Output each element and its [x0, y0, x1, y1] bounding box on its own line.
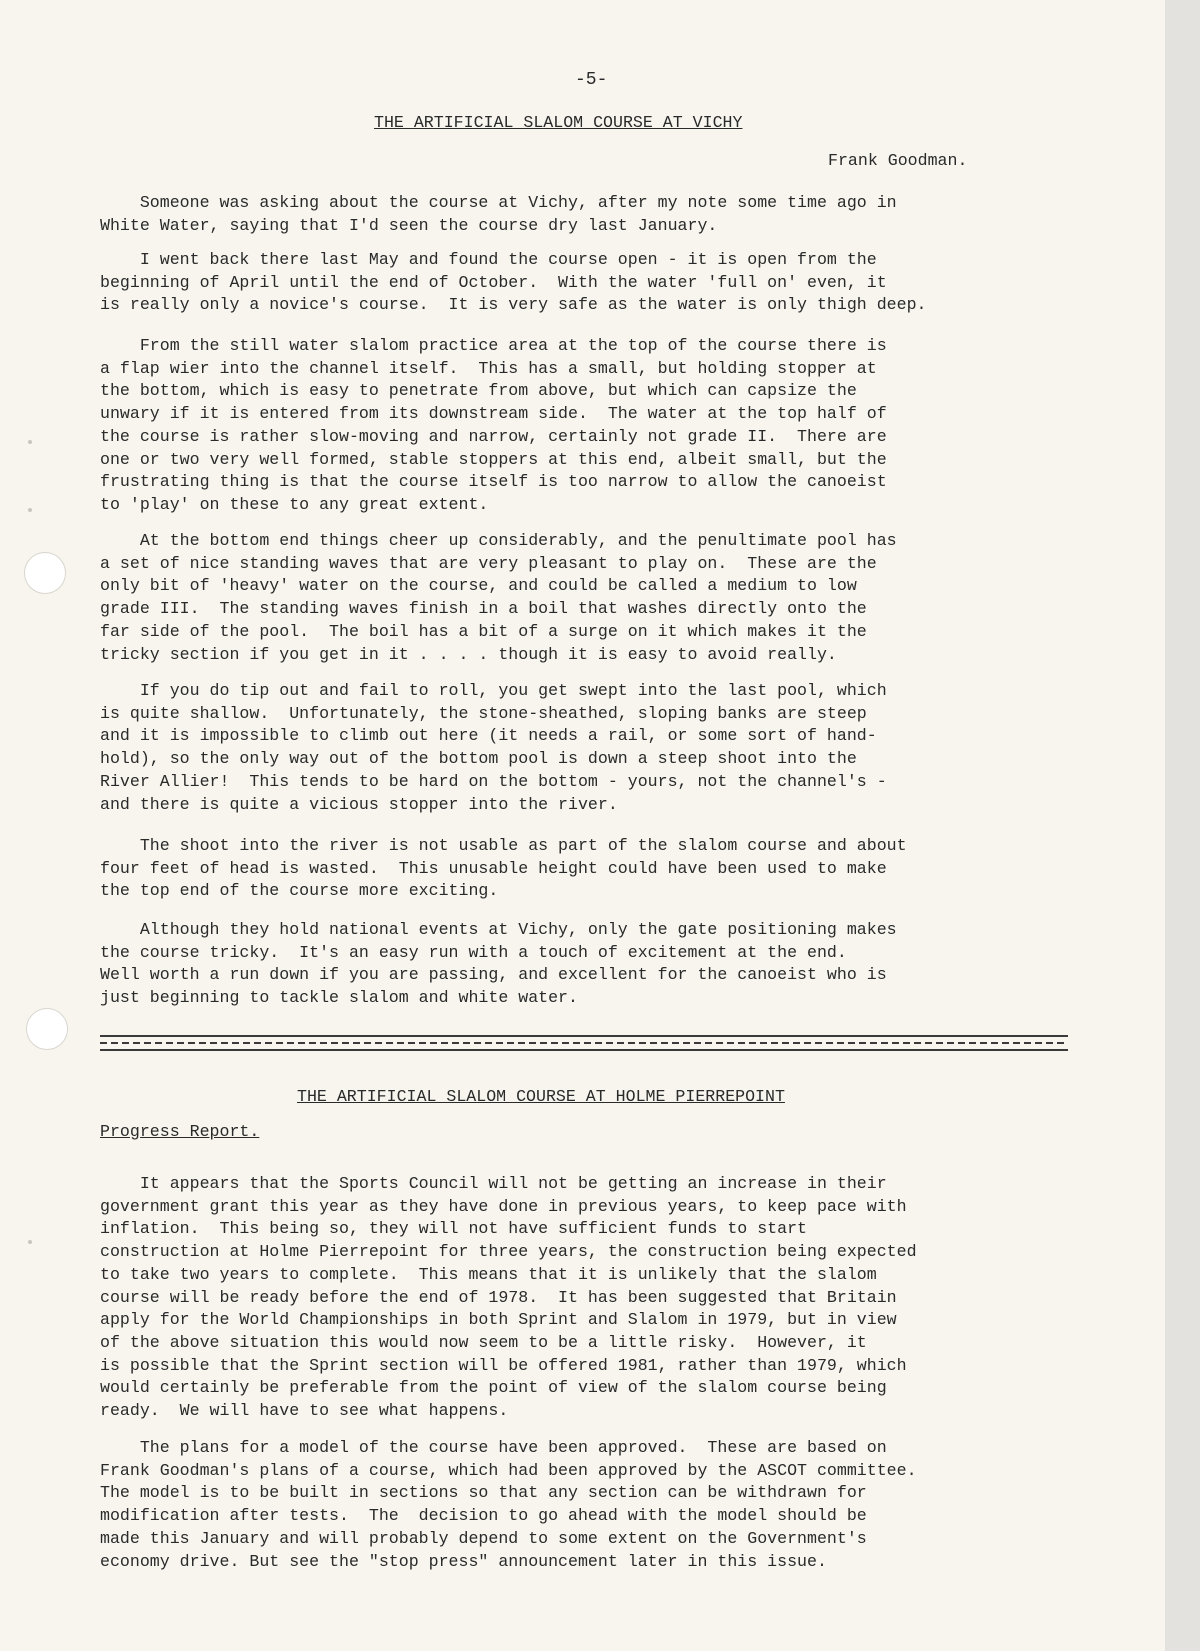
text-line: River Allier! This tends to be hard on the bottom - yours, not the channel's -	[100, 771, 887, 791]
text-line: apply for the World Championships in both Sprint and Slalom in 1979, but in view	[100, 1310, 897, 1330]
section-divider	[100, 1035, 1068, 1051]
text-line: economy drive. But see the "stop press" announcement later in this issue.	[100, 1551, 827, 1571]
text-line: the course tricky. It's an easy run with a touch of excitement at the end.	[100, 942, 847, 962]
text-line: frustrating thing is that the course itself is too narrow to allow the canoeist	[100, 472, 887, 492]
punch-hole-bottom	[26, 1008, 68, 1050]
text-line: From the still water slalom practice area at the top of the course there is	[100, 336, 887, 355]
text-line: I went back there last May and found the course open - it is open from the	[100, 250, 877, 269]
paragraph	[100, 335, 1110, 517]
text-line: beginning of April until the end of October. With the water 'full on' even, it	[100, 272, 887, 292]
paragraph	[100, 530, 1110, 666]
text-line: ready. We will have to see what happens.	[100, 1401, 509, 1421]
text-line: the course is rather slow-moving and narrow, certainly not grade II. There are	[100, 426, 887, 446]
paragraph	[100, 1437, 1110, 1573]
text-line: Someone was asking about the course at Vichy, after my note some time ago in	[100, 193, 897, 212]
scan-edge	[1165, 0, 1200, 1651]
text-line: is possible that the Sprint section will be offered 1981, rather than 1979, which	[100, 1355, 907, 1375]
text-line: The plans for a model of the course have been approved. These are based on	[100, 1438, 887, 1457]
article-title-vichy: THE ARTIFICIAL SLALOM COURSE AT VICHY	[374, 113, 743, 132]
text-line: tricky section if you get in it . . . . though it is easy to avoid really.	[100, 644, 837, 664]
paragraph	[100, 835, 1110, 903]
text-line: and there is quite a vicious stopper into the river.	[100, 794, 618, 814]
text-line: and it is impossible to climb out here (it needs a rail, or some sort of hand-	[100, 726, 877, 746]
text-line: If you do tip out and fail to roll, you get swept into the last pool, which	[100, 681, 887, 700]
text-line: just beginning to tackle slalom and white water.	[100, 988, 578, 1008]
text-line: modification after tests. The decision to go ahead with the model should be	[100, 1506, 867, 1526]
text-line: would certainly be preferable from the point of view of the slalom course being	[100, 1378, 887, 1398]
punch-hole-top	[24, 552, 66, 594]
text-line: The shoot into the river is not usable as part of the slalom course and about	[100, 836, 907, 855]
text-line: to 'play' on these to any great extent.	[100, 494, 489, 514]
paragraph	[100, 680, 1110, 816]
text-line: the top end of the course more exciting.	[100, 881, 499, 901]
article-subtitle: Progress Report.	[100, 1122, 260, 1141]
text-line: Frank Goodman's plans of a course, which had been approved by the ASCOT committee.	[100, 1460, 917, 1480]
text-line: course will be ready before the end of 1978. It has been suggested that Britain	[100, 1287, 897, 1307]
text-line: one or two very well formed, stable stoppers at this end, albeit small, but the	[100, 449, 887, 469]
punch-mark	[28, 440, 32, 444]
text-line: The model is to be built in sections so that any section can be withdrawn for	[100, 1483, 867, 1503]
text-line: grade III. The standing waves finish in a boil that washes directly onto the	[100, 599, 867, 619]
paragraph	[100, 919, 1110, 1010]
article-title-holme-pierrepoint: THE ARTIFICIAL SLALOM COURSE AT HOLME PIERREPOINT	[297, 1087, 785, 1106]
article-author: Frank Goodman.	[828, 151, 968, 170]
text-line: a set of nice standing waves that are very pleasant to play on. These are the	[100, 553, 877, 573]
paragraph	[100, 192, 1110, 237]
text-line: construction at Holme Pierrepoint for three years, the construction being expected	[100, 1242, 917, 1262]
text-line: is quite shallow. Unfortunately, the stone-sheathed, sloping banks are steep	[100, 703, 867, 723]
text-line: inflation. This being so, they will not have sufficient funds to start	[100, 1219, 808, 1239]
text-line: far side of the pool. The boil has a bit of a surge on it which makes it the	[100, 621, 867, 641]
text-line: government grant this year as they have done in previous years, to keep pace with	[100, 1196, 907, 1216]
paragraph	[100, 249, 1110, 317]
text-line: made this January and will probably depend to some extent on the Government's	[100, 1528, 867, 1548]
text-line: Well worth a run down if you are passing, and excellent for the canoeist who is	[100, 965, 887, 985]
paragraph	[100, 1173, 1110, 1423]
text-line: four feet of head is wasted. This unusable height could have been used to make	[100, 858, 887, 878]
page-number: -5-	[575, 70, 608, 90]
text-line: unwary if it is entered from its downstream side. The water at the top half of	[100, 404, 887, 424]
text-line: is really only a novice's course. It is very safe as the water is only thigh deep.	[100, 295, 927, 315]
text-line: At the bottom end things cheer up considerably, and the penultimate pool has	[100, 531, 897, 550]
punch-mark	[28, 1240, 32, 1244]
text-line: It appears that the Sports Council will not be getting an increase in their	[100, 1174, 887, 1193]
text-line: White Water, saying that I'd seen the course dry last January.	[100, 215, 718, 235]
text-line: Although they hold national events at Vichy, only the gate positioning makes	[100, 920, 897, 939]
text-line: a flap wier into the channel itself. This has a small, but holding stopper at	[100, 358, 877, 378]
punch-mark	[28, 508, 32, 512]
text-line: hold), so the only way out of the bottom pool is down a steep shoot into the	[100, 749, 857, 769]
text-line: only bit of 'heavy' water on the course, and could be called a medium to low	[100, 576, 857, 596]
text-line: to take two years to complete. This means that it is unlikely that the slalom	[100, 1264, 877, 1284]
text-line: of the above situation this would now seem to be a little risky. However, it	[100, 1332, 867, 1352]
text-line: the bottom, which is easy to penetrate from above, but which can capsize the	[100, 381, 857, 401]
